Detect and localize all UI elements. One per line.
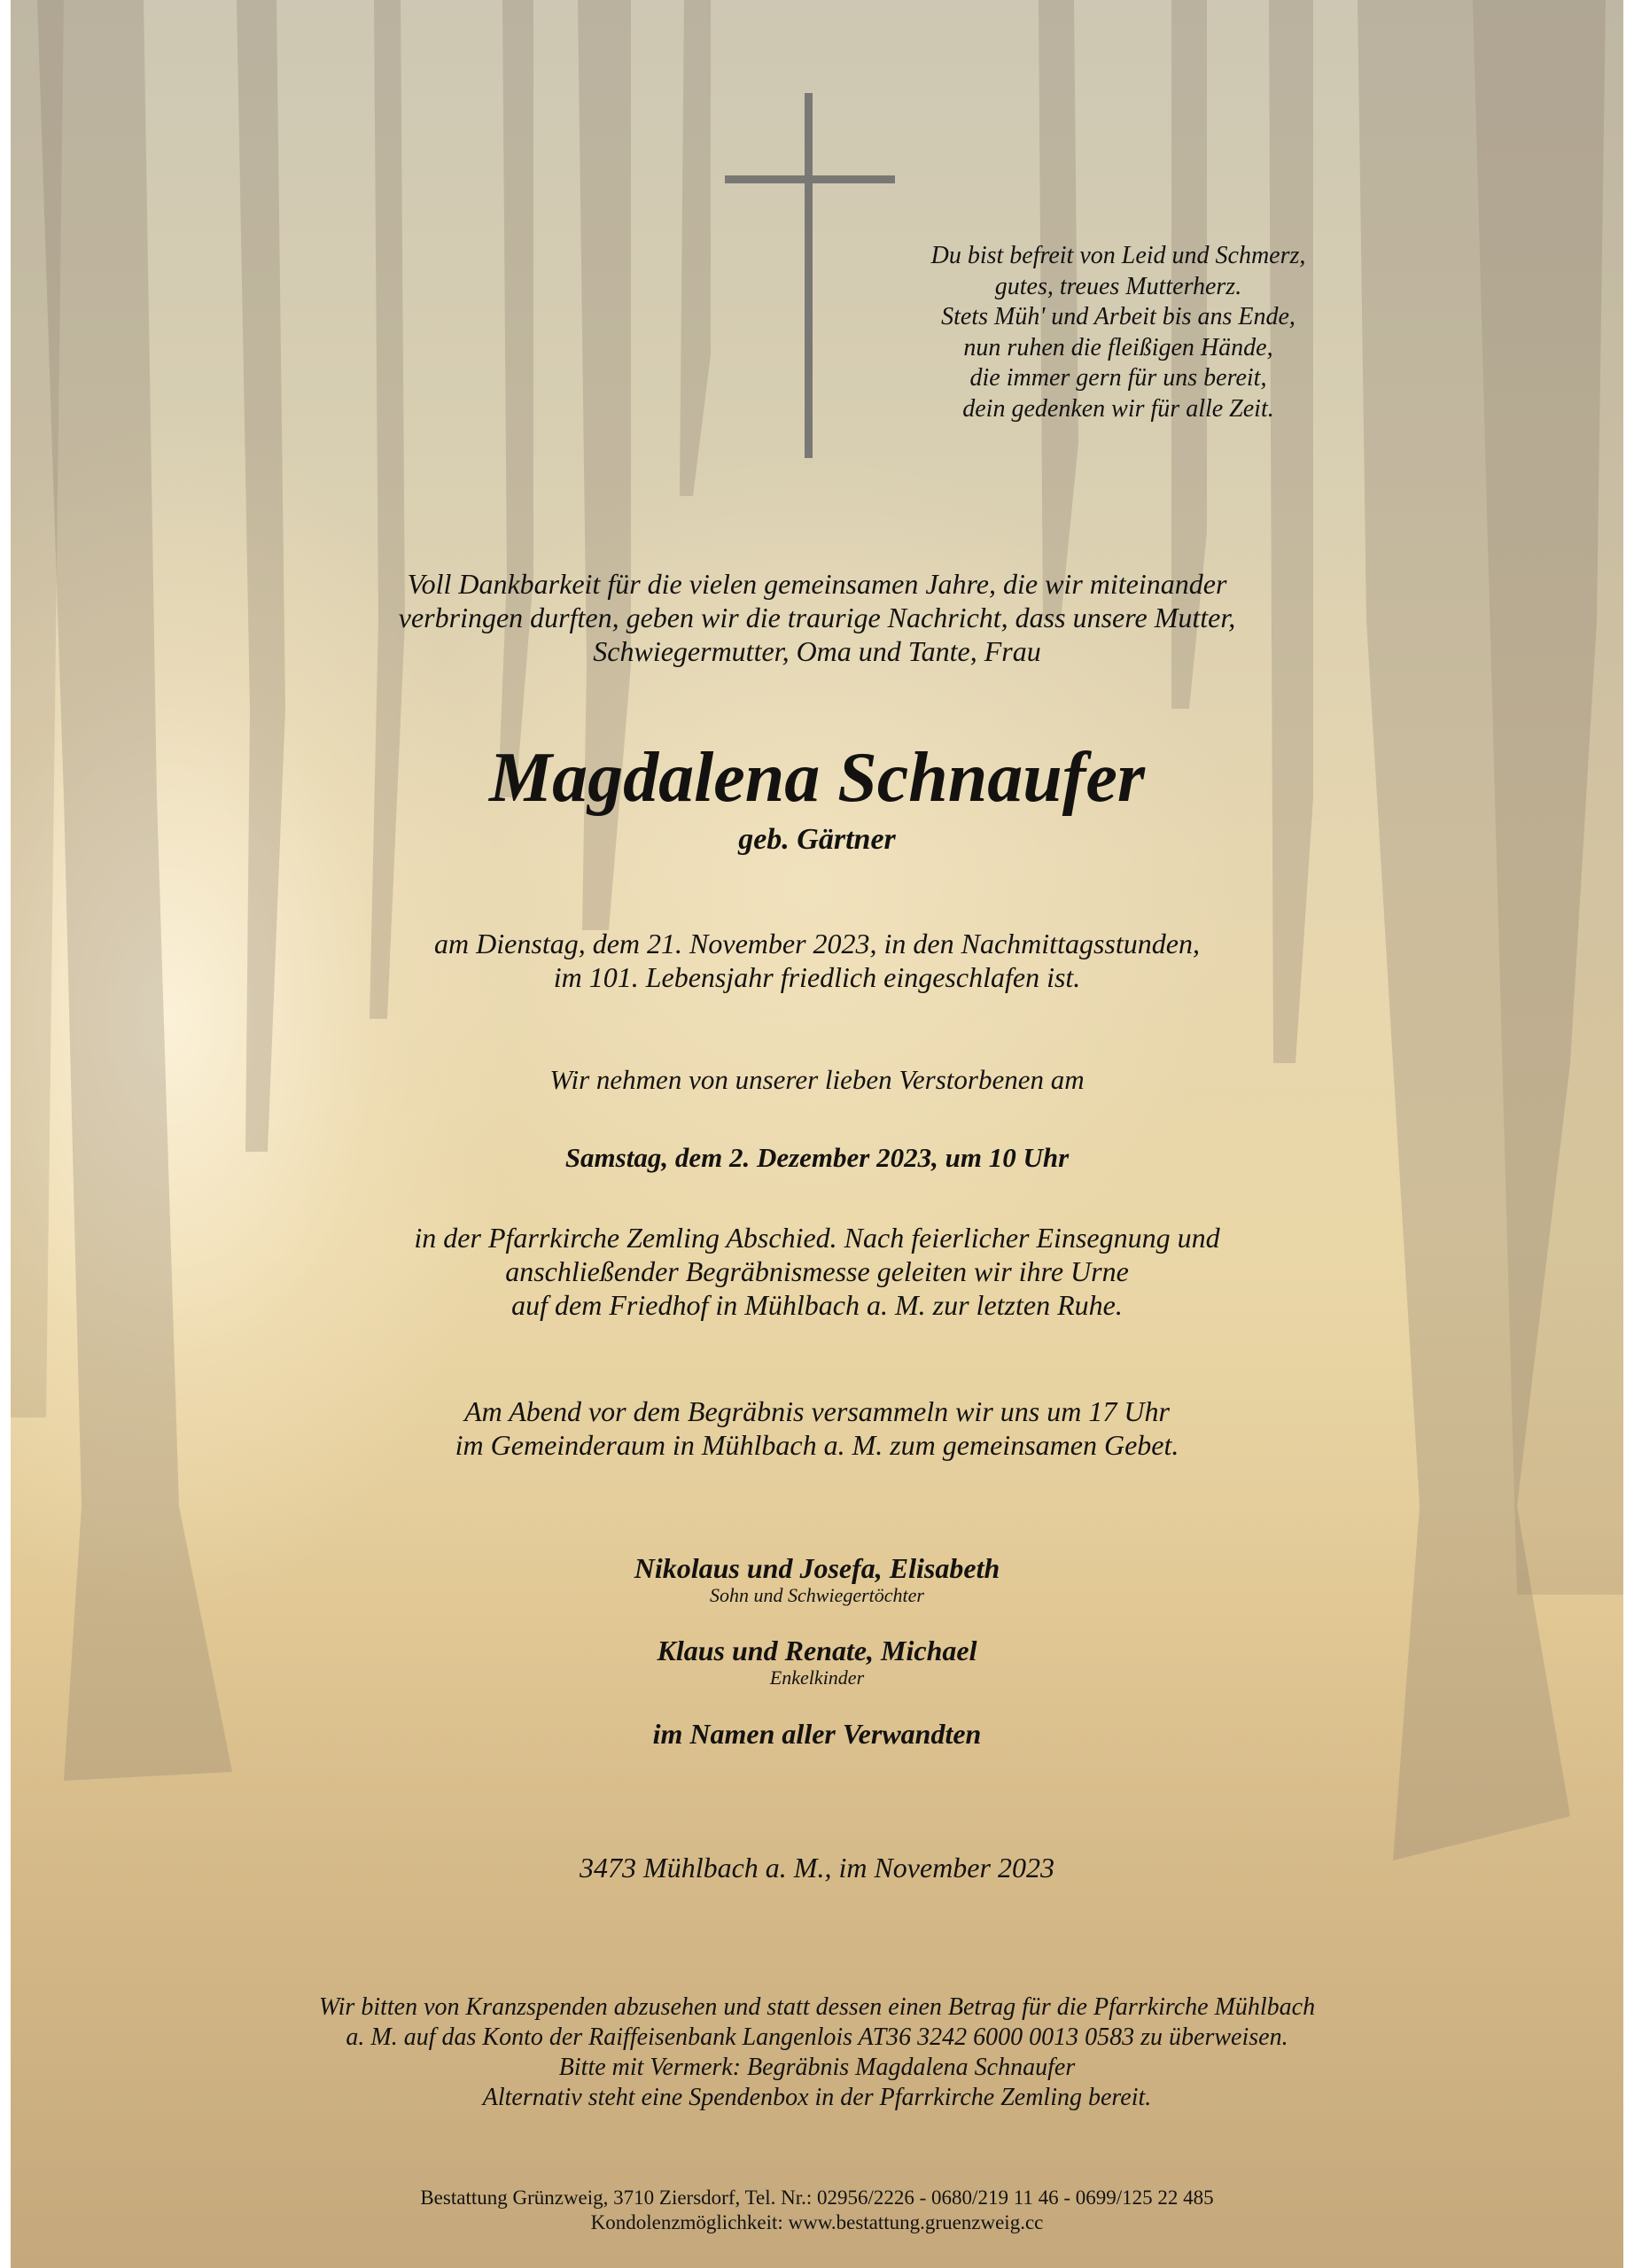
farewell-text: Wir nehmen von unserer lieben Verstorbenen am	[549, 1064, 1085, 1095]
evening-line: im Gemeinderaum in Mühlbach a. M. zum gemeinsamen Gebet.	[455, 1429, 1179, 1461]
condolence-link[interactable]: Kondolenzmöglichkeit: www.bestattung.gruenzweig.cc	[590, 2211, 1044, 2233]
cross-horizontal-bar	[725, 175, 895, 183]
death-line: im 101. Lebensjahr friedlich eingeschlafen ist.	[553, 961, 1081, 993]
obituary-page	[11, 0, 1623, 2268]
funeral-date: Samstag, dem 2. Dezember 2023, um 10 Uhr	[564, 1142, 1070, 1173]
funeral-home-contact: Bestattung Grünzweig, 3710 Ziersdorf, Tel. Nr.: 02956/2226 - 0680/219 11 46 - 0699/125 22 485	[420, 2186, 1214, 2209]
mourner-names: im Namen aller Verwandten	[652, 1718, 982, 1750]
donation-line: a. M. auf das Konto der Raiffeisenbank Langenlois AT36 3242 6000 0013 0583 zu überweisen.	[346, 2023, 1288, 2051]
poem-line: die immer gern für uns bereit,	[969, 364, 1267, 392]
donation-line: Bitte mit Vermerk: Begräbnis Magdalena Schnaufer	[558, 2054, 1076, 2081]
evening-line: Am Abend vor dem Begräbnis versammeln wir uns um 17 Uhr	[464, 1395, 1170, 1427]
poem-line: Du bist befreit von Leid und Schmerz,	[930, 242, 1306, 269]
intro-line: verbringen durften, geben wir die traurige Nachricht, dass unsere Mutter,	[398, 602, 1236, 633]
poem-line: gutes, treues Mutterherz.	[994, 272, 1242, 300]
donation-line: Alternativ steht eine Spendenbox in der Pfarrkirche Zemling bereit.	[482, 2084, 1152, 2111]
death-notice	[11, 927, 1623, 994]
poem-line: dein gedenken wir für alle Zeit.	[962, 394, 1274, 423]
ceremony-line: anschließender Begräbnismesse geleiten wir ihre Urne	[505, 1255, 1129, 1287]
mourner-role: Sohn und Schwiegertöchter	[710, 1584, 924, 1606]
death-line: am Dienstag, dem 21. November 2023, in den Nachmittagsstunden,	[434, 928, 1200, 959]
mourner-group	[11, 1718, 1623, 1750]
evening-prayer-paragraph	[11, 1394, 1623, 1462]
donation-request	[11, 1992, 1623, 2113]
ceremony-paragraph	[11, 1221, 1623, 1322]
deceased-name: Magdalena Schnaufer	[488, 739, 1146, 817]
mourner-group	[11, 1635, 1623, 1689]
funeral-home-footer	[11, 2186, 1623, 2235]
memorial-poem	[870, 241, 1366, 424]
mourner-names: Klaus und Renate, Michael	[657, 1635, 977, 1666]
mourner-role: Enkelkinder	[769, 1666, 865, 1689]
mourner-names: Nikolaus und Josefa, Elisabeth	[634, 1552, 1000, 1584]
poem-line: nun ruhen die fleißigen Hände,	[963, 333, 1273, 361]
ceremony-line: auf dem Friedhof in Mühlbach a. M. zur letzten Ruhe.	[511, 1289, 1123, 1321]
poem-line: Stets Müh' und Arbeit bis ans Ende,	[941, 303, 1296, 330]
cross-vertical-bar	[805, 93, 813, 458]
place-and-date: 3473 Mühlbach a. M., im November 2023	[580, 1852, 1054, 1884]
intro-paragraph	[11, 567, 1623, 668]
birth-name: geb. Gärtner	[738, 823, 896, 856]
forest-background-image	[11, 0, 1623, 2268]
intro-line: Voll Dankbarkeit für die vielen gemeinsamen Jahre, die wir miteinander	[407, 568, 1227, 600]
mourner-group	[11, 1552, 1623, 1607]
ceremony-line: in der Pfarrkirche Zemling Abschied. Nach feierlicher Einsegnung und	[414, 1222, 1220, 1254]
donation-line: Wir bitten von Kranzspenden abzusehen und statt dessen einen Betrag für die Pfarrkirche Mühlbach	[318, 1993, 1316, 2021]
intro-line: Schwiegermutter, Oma und Tante, Frau	[593, 635, 1041, 667]
